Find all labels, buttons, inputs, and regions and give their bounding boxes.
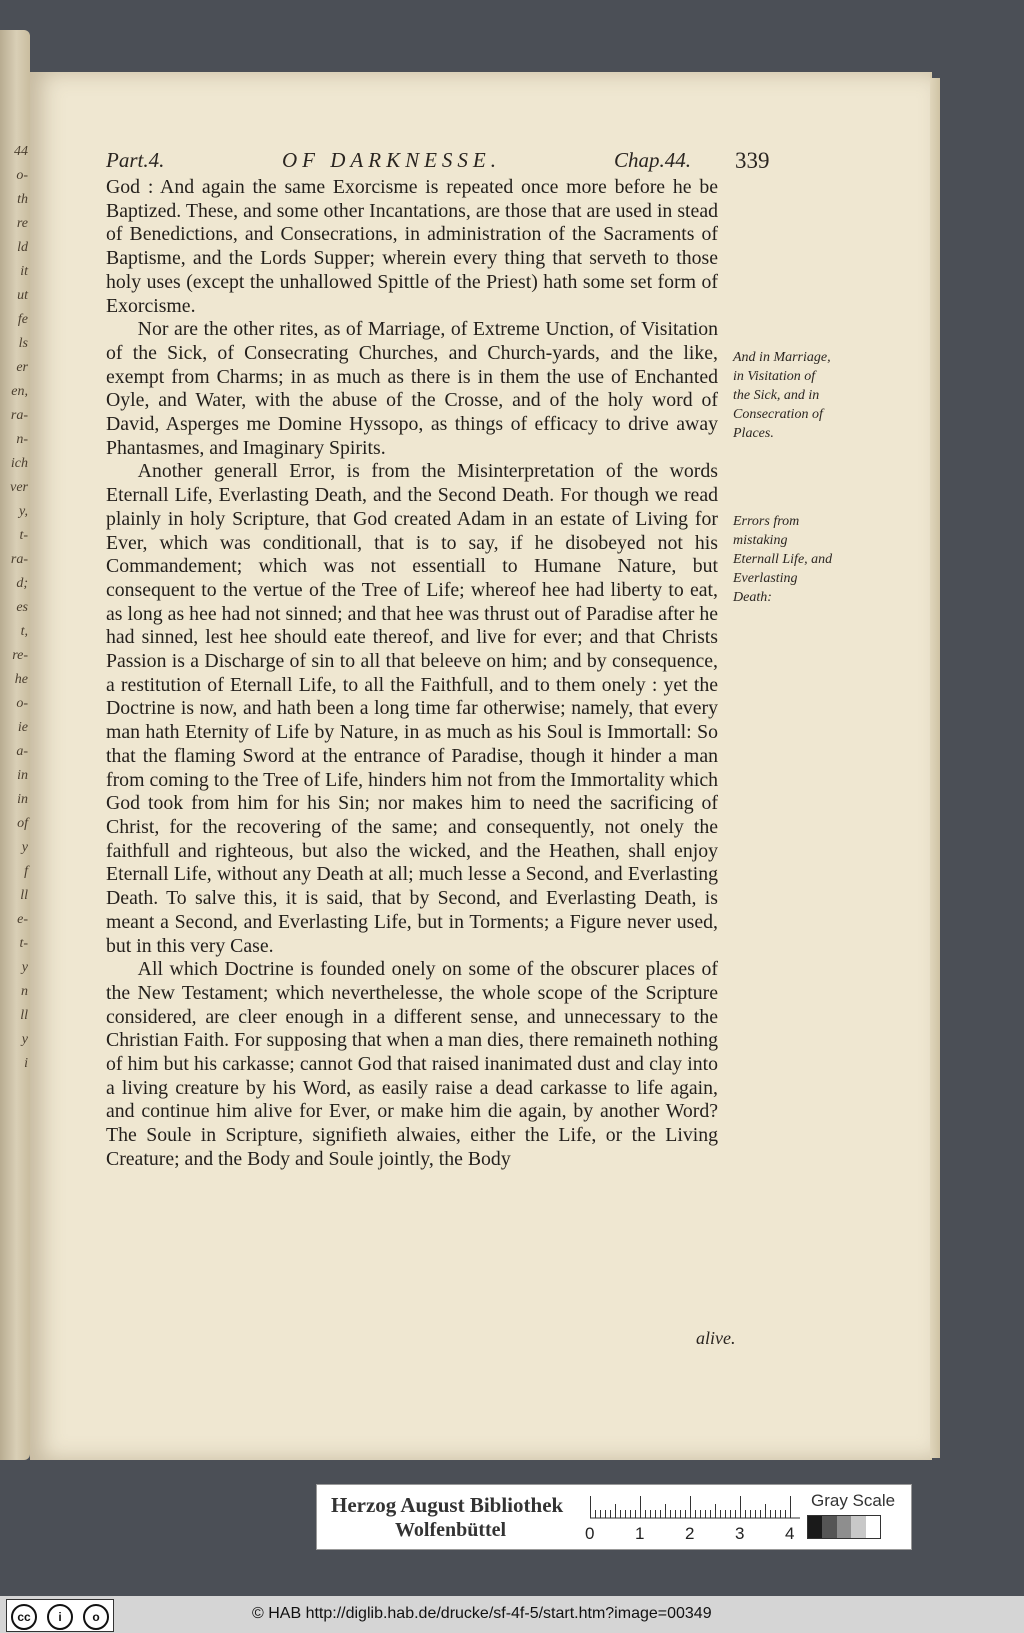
facing-page-fragment: re-: [12, 648, 28, 663]
facing-page-fragment: re: [16, 216, 28, 231]
scale-number: 2: [685, 1524, 695, 1543]
library-logo: [316, 1484, 912, 1550]
facing-page-fragment: ls: [18, 336, 28, 351]
facing-page-fragment: e-: [17, 912, 28, 927]
facing-page-fragment: d;: [16, 576, 28, 591]
facing-page-fragment: y: [21, 960, 28, 975]
facing-page-fragment: ut: [17, 288, 28, 303]
facing-page-fragment: n: [21, 984, 28, 999]
facing-page-fragment: t-: [19, 936, 28, 951]
facing-page-fragment: y: [21, 1032, 28, 1047]
facing-page-fragment: t-: [19, 528, 28, 543]
gray-scale-label: Gray Scale: [811, 1491, 896, 1510]
facing-page-edge: [0, 30, 30, 1460]
library-name: Herzog August Bibliothek: [331, 1493, 564, 1517]
paragraph: Nor are the other rites, as of Marriage, of Extreme Unction, of Visitation of the Sick, of Consecrating Churches, and Church-yards, and the like, exempt from Charms; in as much as there is in them the use of Enchanted Oyle, and Water, with the abuse of the Crosse, and of the holy word of David, Asperges me Domine Hyssopo, as things of efficacy to drive away Phantasmes, and Imaginary Spirits.: [106, 318, 718, 459]
facing-page-fragment: in: [17, 792, 28, 807]
facing-page-fragment: a-: [16, 744, 28, 759]
scale-number: 3: [735, 1524, 745, 1543]
paragraph: God : And again the same Exorcisme is repeated once more before he be Baptized. These, and some other Incantations, are those that are used in stead of Benedictions, and Consecrations, in administration of the Sacraments of Baptisme, and the Lords Supper; wherein every thing that serveth to those holy uses (except the unhallowed Spittle of the Priest) hath some set form of Exorcisme.: [106, 176, 718, 317]
facing-page-fragment: f: [24, 864, 28, 879]
facing-page-fragment: n-: [16, 432, 28, 447]
facing-page-fragment: i: [24, 1056, 28, 1071]
facing-page-fragment: of: [17, 816, 28, 831]
cc-icon: cc: [11, 1604, 37, 1630]
running-head: [106, 148, 816, 174]
chapter-label: Chap.44.: [614, 148, 692, 172]
facing-page-fragment: fe: [17, 312, 28, 327]
facing-page-fragments: [4, 140, 28, 1076]
facing-page-fragment: he: [14, 672, 28, 687]
facing-page-fragment: ver: [10, 480, 28, 495]
facing-page-fragment: in: [17, 768, 28, 783]
facing-page-fragment: er: [16, 360, 28, 375]
facing-page-fragment: y: [21, 840, 28, 855]
margin-note: And in Marriage, in Visitation of the Sick, and in Consecration of Places.: [733, 350, 831, 441]
page-number: 339: [735, 148, 770, 173]
license-badge[interactable]: [6, 1599, 114, 1632]
gray-swatch: [851, 1516, 865, 1538]
facing-page-fragment: 44: [14, 144, 28, 159]
facing-page-fragment: ra-: [10, 552, 28, 567]
paragraph: Another generall Error, is from the Misinterpretation of the words Eternall Life, Everlasting Death, and the Second Death. For though we read plainly in holy Scripture, that God created Adam in an estate of Living for Ever, which was conditionall, that is to say, if he disobeyed not his Commandement; which was not essentiall to Humane Nature, but consequent to the vertue of the Tree of Life; whereof hee had liberty to eat, as long as hee had not sinned; and that hee was thrust out of Paradise after he had sinned, lest hee should eate thereof, and live for ever; and that Christs Passion is a Discharge of sin to all that beleeve on him; and by consequence, a restitution of Eternall Life, to all the Faithfull, and to them onely : yet the Doctrine is now, and hath been a long time far otherwise; namely, that every man hath Eternity of Life by Nature, in as much as his Soul is Immortall: So that the flaming Sword at the entrance of Paradise, though it hinder a man from coming to the Tree of Life, hinders him not from the Immortality which God took from him for his Sin; nor makes him to need the sacrificing of Christ, for the recovering of the same; and consequently, not onely the faithfull and righteous, but also the wicked, and the Heathen, shall enjoy Eternall Life, without any Death at all; much lesse a Second, and Everlasting Death. To salve this, it is said, that by Second, and Everlasting Death, is meant a Second, and Everlasting Life, but in Torments; a Figure never used, but in this very Case.: [106, 460, 718, 957]
facing-page-fragment: ll: [20, 888, 28, 903]
facing-page-fragment: y,: [19, 504, 28, 519]
share-alike-icon: o: [83, 1604, 109, 1630]
source-url[interactable]: © HAB http://diglib.hab.de/drucke/sf-4f-5/start.htm?image=00349: [252, 1605, 712, 1622]
facing-page-fragment: ld: [17, 240, 28, 255]
facing-page-fragment: t,: [20, 624, 28, 639]
scale-number: 4: [785, 1524, 795, 1543]
footer-bar: [0, 1596, 1024, 1633]
library-city: Wolfenbüttel: [395, 1519, 507, 1541]
scale-number: 0: [585, 1524, 595, 1543]
facing-page-fragment: ie: [17, 720, 28, 735]
facing-page-fragment: o-: [16, 168, 28, 183]
part-label: Part.4.: [106, 148, 165, 172]
gray-swatch: [808, 1516, 822, 1538]
gray-swatch: [866, 1516, 880, 1538]
main-text: [106, 176, 718, 1172]
gray-swatch: [837, 1516, 851, 1538]
gray-scale-bar: [807, 1515, 881, 1539]
facing-page-fragment: ich: [10, 456, 28, 471]
facing-page-fragment: ra-: [10, 408, 28, 423]
gray-swatch: [822, 1516, 836, 1538]
paragraph: All which Doctrine is founded onely on some of the obscurer places of the New Testament; which neverthelesse, the whole scope of the Scripture considered, are cleer enough in a different sense, and unnecessary to the Christian Faith. For supposing that when a man dies, there remaineth nothing of him but his carkasse; cannot God that raised inanimated dust and clay into a living creature by his Word, as easily raise a dead carkasse to life again, and continue him alive for Ever, or make him die again, by another Word? The Soule in Scripture, signifieth alwaies, either the Life, or the Living Creature; and the Body and Soule jointly, the Body: [106, 958, 718, 1170]
catchword: alive.: [696, 1328, 736, 1348]
attribution-icon: i: [47, 1604, 73, 1630]
facing-page-fragment: es: [16, 600, 28, 615]
facing-page-fragment: ll: [20, 1008, 28, 1023]
facing-page-fragment: en,: [11, 384, 28, 399]
scale-number: 1: [635, 1524, 645, 1543]
running-title: OF DARKNESSE.: [282, 148, 501, 172]
page-edge: [930, 78, 940, 1458]
facing-page-fragment: it: [20, 264, 28, 279]
facing-page-fragment: o-: [16, 696, 28, 711]
margin-note: Errors from mistaking Eternall Life, and Everlasting Death:: [733, 514, 833, 605]
facing-page-fragment: th: [17, 192, 28, 207]
scale-ruler: [590, 1495, 800, 1519]
